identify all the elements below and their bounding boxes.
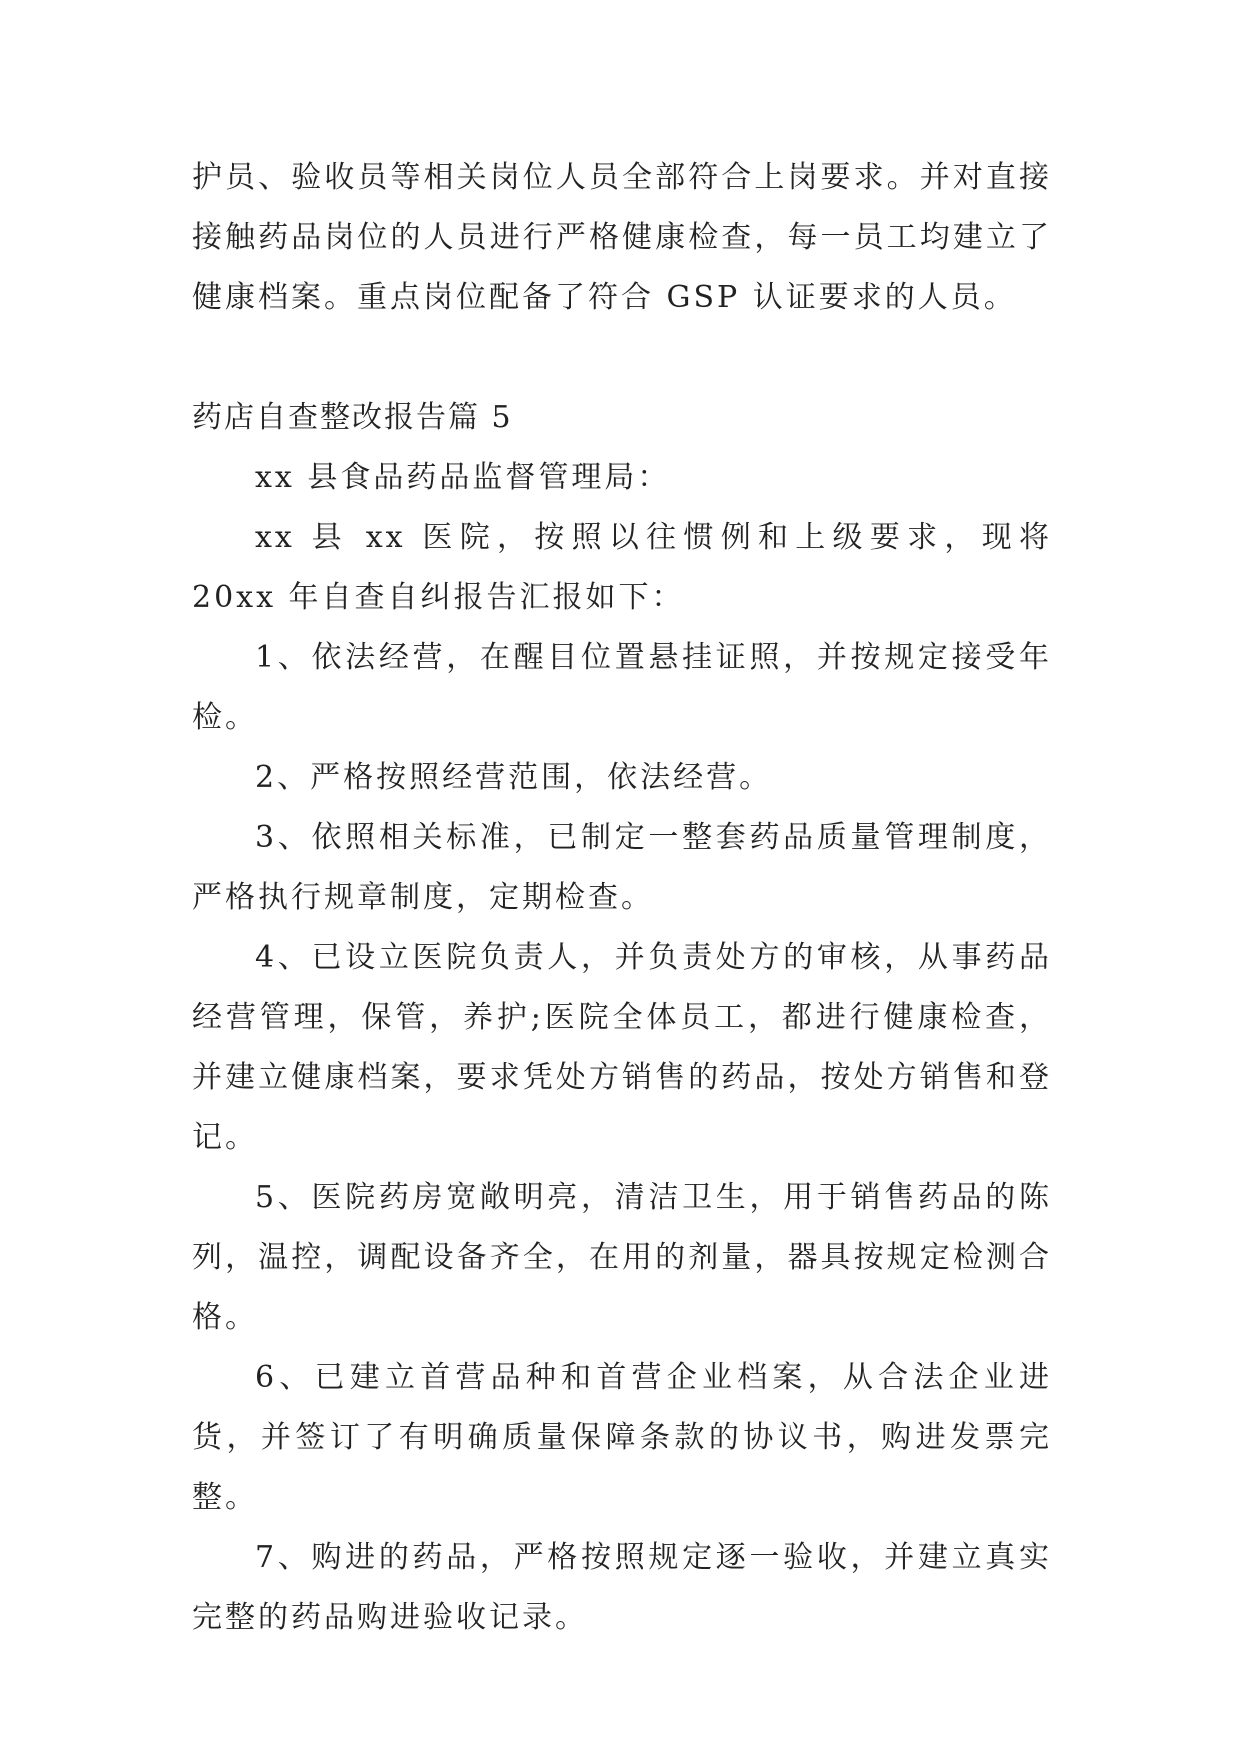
list-item-3: 3、依照相关标准，已制定一整套药品质量管理制度，严格执行规章制度，定期检查。 <box>192 820 1052 915</box>
list-item-4: 4、已设立医院负责人，并负责处方的审核，从事药品经营管理，保管，养护;医院全体员工，都进行健康检查，并建立健康档案，要求凭处方销售的药品，按处方销售和登记。 <box>192 940 1052 1155</box>
intro-paragraph: 护员、验收员等相关岗位人员全部符合上岗要求。并对直接接触药品岗位的人员进行严格健康检查，每一员工均建立了健康档案。重点岗位配备了符合 GSP 认证要求的人员。 <box>192 160 1052 315</box>
document-page <box>192 148 1052 1648</box>
section-title: 药店自查整改报告篇 5 <box>192 400 513 435</box>
list-item-5: 5、医院药房宽敞明亮，清洁卫生，用于销售药品的陈列，温控，调配设备齐全，在用的剂量，器具按规定检测合格。 <box>192 1180 1052 1335</box>
salutation: xx 县食品药品监督管理局： <box>255 460 671 495</box>
list-item-7: 7、购进的药品，严格按照规定逐一验收，并建立真实完整的药品购进验收记录。 <box>192 1540 1052 1635</box>
list-item-2: 2、严格按照经营范围，依法经营。 <box>255 760 773 795</box>
list-item-6: 6、已建立首营品种和首营企业档案，从合法企业进货，并签订了有明确质量保障条款的协议书，购进发票完整。 <box>192 1360 1052 1515</box>
list-item-1: 1、依法经营，在醒目位置悬挂证照，并按规定接受年检。 <box>192 640 1052 735</box>
opening-paragraph: xx 县 xx 医院，按照以往惯例和上级要求，现将 20xx 年自查自纠报告汇报如下： <box>192 520 1052 615</box>
